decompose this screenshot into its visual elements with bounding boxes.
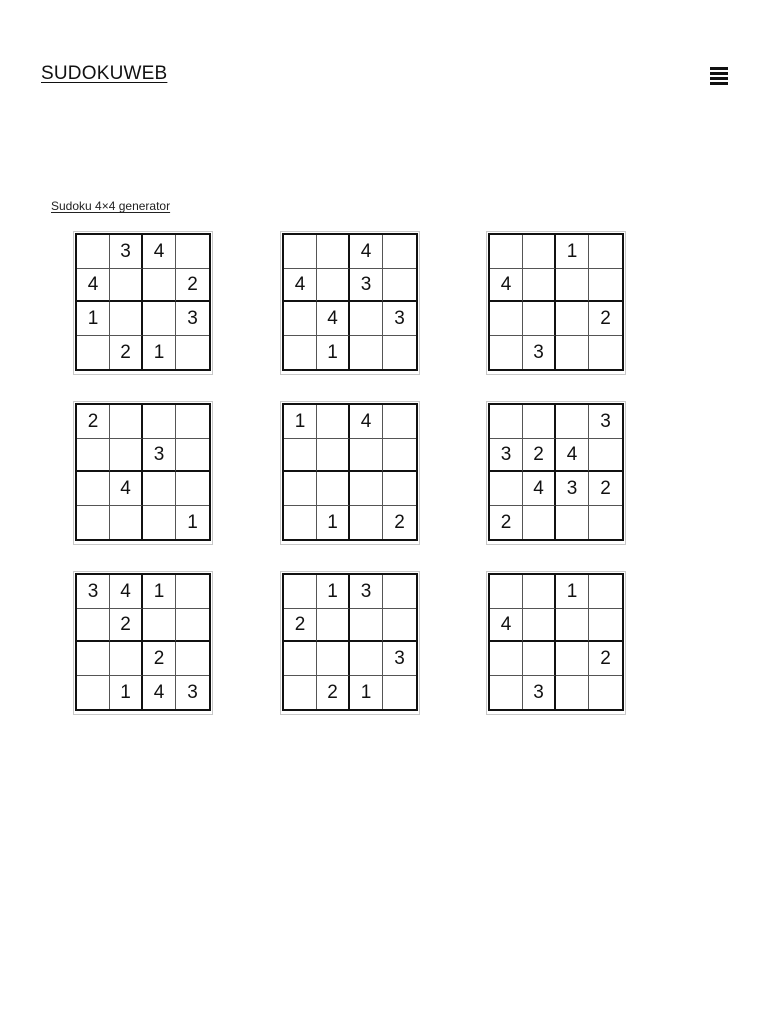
sudoku-cell: [110, 506, 143, 540]
sudoku-cell: 3: [490, 439, 523, 473]
sudoku-cell: [176, 472, 209, 506]
sudoku-cell: [523, 506, 556, 540]
sudoku-cell: [143, 609, 176, 643]
sudoku-puzzle-3[interactable]: [486, 231, 626, 375]
sudoku-cell: [556, 269, 589, 303]
sudoku-cell: [284, 235, 317, 269]
sudoku-cell: [317, 235, 350, 269]
sudoku-cell: [284, 676, 317, 710]
sudoku-puzzle-2[interactable]: [280, 231, 420, 375]
sudoku-grid: [488, 403, 624, 541]
sudoku-cell: [556, 336, 589, 370]
sudoku-grid: [75, 233, 211, 371]
sudoku-cell: [523, 405, 556, 439]
sudoku-cell: 3: [556, 472, 589, 506]
sudoku-cell: [284, 575, 317, 609]
sudoku-cell: [317, 439, 350, 473]
sudoku-cell: [556, 405, 589, 439]
sudoku-4x4-generator-link[interactable]: Sudoku 4×4 generator: [51, 199, 171, 213]
sudoku-cell: [317, 472, 350, 506]
sudoku-cell: 3: [383, 302, 416, 336]
sudoku-cell: [176, 405, 209, 439]
sudoku-puzzle-6[interactable]: [486, 401, 626, 545]
sudoku-cell: [589, 336, 622, 370]
sudoku-cell: [383, 269, 416, 303]
sudoku-cell: 3: [383, 642, 416, 676]
sudoku-cell: [523, 269, 556, 303]
sudoku-cell: 1: [556, 575, 589, 609]
sudoku-cell: [284, 642, 317, 676]
sudoku-cell: 4: [143, 235, 176, 269]
sudoku-cell: [110, 269, 143, 303]
sudoku-cell: [77, 506, 110, 540]
sudoku-cell: 2: [110, 609, 143, 643]
sudoku-cell: 2: [143, 642, 176, 676]
sudoku-cell: 2: [394, 511, 405, 533]
sudoku-puzzle-9[interactable]: [486, 571, 626, 715]
sudoku-cell: [490, 302, 523, 336]
sudoku-cell: 4: [350, 235, 383, 269]
sudoku-cell: [589, 269, 622, 303]
sudoku-cell: 1: [350, 676, 383, 710]
sudoku-cell: 4: [523, 472, 556, 506]
sudoku-cell: [143, 405, 176, 439]
sudoku-grid: [282, 403, 418, 541]
sudoku-cell: [556, 642, 589, 676]
sudoku-cell: [490, 676, 523, 710]
sudoku-cell: [143, 269, 176, 303]
sudoku-cell: [176, 609, 209, 643]
sudoku-cell: [350, 336, 383, 370]
sudoku-cell: [284, 336, 317, 370]
sudoku-cell: [589, 609, 622, 643]
sudoku-cell: [317, 269, 350, 303]
sudoku-cell: [383, 336, 416, 370]
sudoku-cell: 3: [350, 269, 383, 303]
sudoku-cell: [176, 642, 209, 676]
sudoku-cell: 3: [143, 439, 176, 473]
sudoku-cell: [490, 472, 523, 506]
sudoku-puzzle-5[interactable]: [280, 401, 420, 545]
sudoku-cell: [77, 642, 110, 676]
sudoku-cell: [556, 302, 589, 336]
sudoku-cell: [284, 302, 317, 336]
sudoku-cell: [143, 472, 176, 506]
sudoku-cell: [350, 609, 383, 643]
sudoku-cell: 4: [284, 269, 317, 303]
sudoku-cell: [490, 235, 523, 269]
sudoku-cell: [383, 575, 416, 609]
sudoku-grid: [488, 233, 624, 371]
sudoku-cell: 4: [143, 676, 176, 710]
sudoku-cell: [77, 472, 110, 506]
sudoku-cell: [317, 642, 350, 676]
sudoku-cell: [490, 575, 523, 609]
site-title-link[interactable]: SUDOKUWEB: [41, 63, 168, 84]
sudoku-cell: 3: [589, 405, 622, 439]
sudoku-cell: 3: [187, 681, 198, 703]
sudoku-cell: [110, 405, 143, 439]
sudoku-cell: 1: [317, 336, 350, 370]
sudoku-cell: [383, 472, 416, 506]
sudoku-cell: 2: [589, 642, 622, 676]
sudoku-cell: 1: [556, 235, 589, 269]
sudoku-grid: [75, 573, 211, 711]
sudoku-cell: [77, 336, 110, 370]
sudoku-cell: 3: [350, 575, 383, 609]
sudoku-cell: 2: [589, 302, 622, 336]
sudoku-cell: [523, 235, 556, 269]
sudoku-puzzle-8[interactable]: [280, 571, 420, 715]
sudoku-cell: [350, 439, 383, 473]
sudoku-cell: [589, 506, 622, 540]
sudoku-cell: 3: [176, 302, 209, 336]
sudoku-cell: 3: [110, 235, 143, 269]
sudoku-cell: 4: [110, 575, 143, 609]
sudoku-cell: [490, 405, 523, 439]
sudoku-cell: [523, 302, 556, 336]
sudoku-cell: 4: [556, 439, 589, 473]
sudoku-cell: [523, 575, 556, 609]
sudoku-puzzle-7[interactable]: [73, 571, 213, 715]
sudoku-cell: 2: [317, 676, 350, 710]
sudoku-cell: 4: [110, 472, 143, 506]
sudoku-cell: 4: [350, 405, 383, 439]
sudoku-cell: 1: [284, 405, 317, 439]
sudoku-cell: [589, 235, 622, 269]
sudoku-cell: [110, 302, 143, 336]
sudoku-cell: [490, 642, 523, 676]
sudoku-cell: [383, 405, 416, 439]
sudoku-puzzle-1[interactable]: [73, 231, 213, 375]
sudoku-cell: [589, 676, 622, 710]
sudoku-cell: [110, 642, 143, 676]
sudoku-cell: 1: [110, 676, 143, 710]
sudoku-cell: [176, 336, 209, 370]
sudoku-cell: 3: [523, 676, 556, 710]
sudoku-cell: 2: [523, 439, 556, 473]
sudoku-cell: [523, 609, 556, 643]
sudoku-cell: [350, 506, 383, 540]
sudoku-cell: [176, 439, 209, 473]
sudoku-cell: [556, 676, 589, 710]
sudoku-cell: [317, 405, 350, 439]
sudoku-cell: 2: [490, 506, 523, 540]
sudoku-cell: [350, 472, 383, 506]
sudoku-cell: [143, 506, 176, 540]
sudoku-cell: [350, 302, 383, 336]
sudoku-cell: [350, 642, 383, 676]
sudoku-cell: [176, 235, 209, 269]
sudoku-cell: [383, 439, 416, 473]
sudoku-grid: [282, 573, 418, 711]
sudoku-cell: [589, 575, 622, 609]
sudoku-cell: 1: [77, 302, 110, 336]
sudoku-puzzle-4[interactable]: [73, 401, 213, 545]
sudoku-cell: [77, 609, 110, 643]
sudoku-cell: [556, 506, 589, 540]
sudoku-cell: [284, 439, 317, 473]
sudoku-cell: 1: [187, 511, 198, 533]
sudoku-grid: [282, 233, 418, 371]
sudoku-cell: [284, 506, 317, 540]
sudoku-cell: 4: [317, 302, 350, 336]
sudoku-cell: [383, 609, 416, 643]
sudoku-cell: [176, 575, 209, 609]
sudoku-cell: [284, 472, 317, 506]
sudoku-cell: [143, 302, 176, 336]
sudoku-grid: [75, 403, 211, 541]
sudoku-cell: [77, 235, 110, 269]
sudoku-cell: [523, 642, 556, 676]
sudoku-cell: [490, 336, 523, 370]
sudoku-cell: 2: [176, 269, 209, 303]
sudoku-cell: [317, 609, 350, 643]
sudoku-cell: 1: [143, 575, 176, 609]
sudoku-cell: [77, 439, 110, 473]
sudoku-cell: 2: [77, 405, 110, 439]
sudoku-cell: 2: [110, 336, 143, 370]
sudoku-cell: 4: [77, 269, 110, 303]
sudoku-cell: 3: [523, 336, 556, 370]
sudoku-grid: [488, 573, 624, 711]
sudoku-cell: [110, 439, 143, 473]
sudoku-cell: 1: [317, 575, 350, 609]
sudoku-cell: [589, 439, 622, 473]
sudoku-cell: [77, 676, 110, 710]
sudoku-cell: 3: [77, 575, 110, 609]
hamburger-menu-icon[interactable]: [710, 66, 728, 86]
sudoku-cell: 1: [143, 336, 176, 370]
sudoku-cell: 4: [490, 609, 523, 643]
sudoku-cell: 2: [589, 472, 622, 506]
sudoku-cell: [383, 676, 416, 710]
sudoku-cell: 2: [284, 609, 317, 643]
sudoku-cell: [383, 235, 416, 269]
sudoku-cell: [556, 609, 589, 643]
sudoku-cell: 4: [490, 269, 523, 303]
sudoku-cell: 1: [317, 506, 350, 540]
